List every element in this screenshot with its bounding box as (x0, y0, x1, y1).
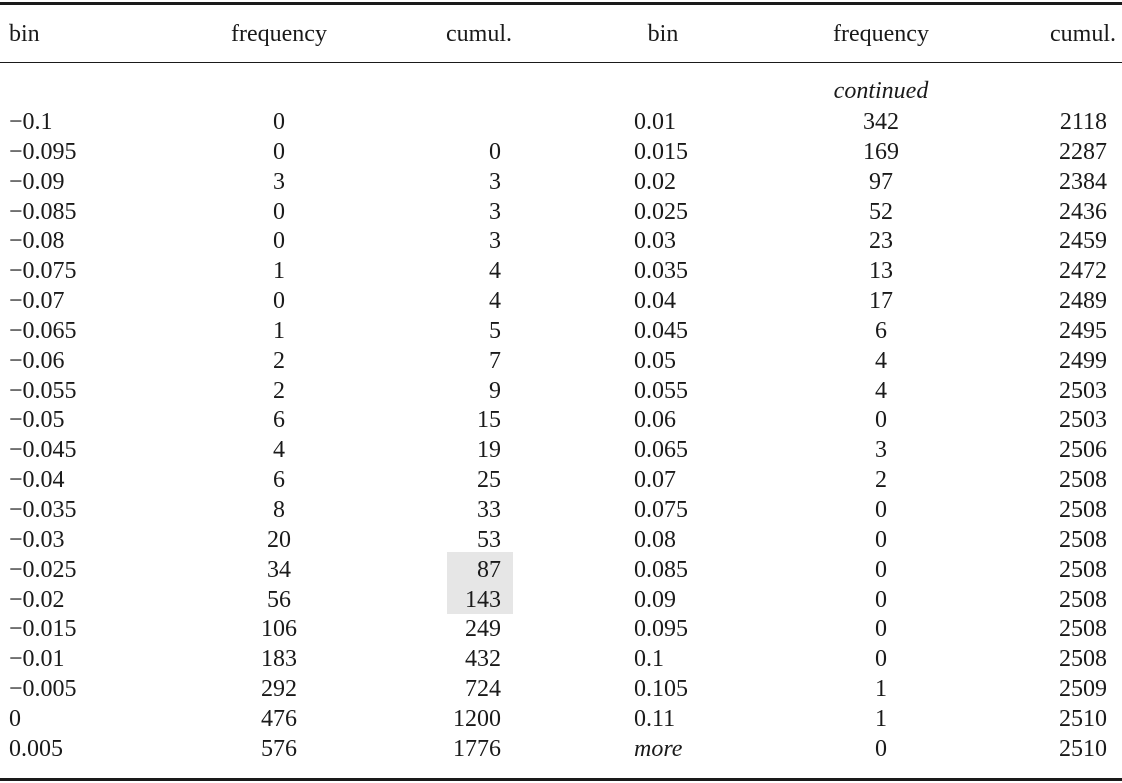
cell-frequency-right: 3 (875, 437, 887, 464)
cell-bin-right: 0.045 (634, 317, 688, 344)
cell-frequency-right: 0 (875, 526, 887, 553)
cell-cumul-left: 4 (489, 288, 501, 315)
cell-cumul-left: 15 (477, 407, 501, 434)
cell-cumul-left: 87 (477, 556, 501, 583)
cell-frequency-left: 6 (273, 467, 285, 494)
cell-bin-left: −0.04 (9, 467, 65, 494)
cell-frequency-right: 1 (875, 676, 887, 703)
cell-cumul-right: 2508 (1059, 586, 1107, 613)
cell-cumul-right: 2287 (1059, 138, 1107, 165)
cell-frequency-left: 6 (273, 407, 285, 434)
table-row (0, 107, 1122, 137)
table-row (0, 286, 1122, 316)
cell-frequency-left: 4 (273, 437, 285, 464)
cell-frequency-right: 13 (869, 258, 893, 285)
header-cumul-right: cumul. (1050, 21, 1116, 47)
cell-frequency-left: 576 (261, 735, 297, 762)
cell-frequency-right: 0 (875, 407, 887, 434)
cell-frequency-right: 0 (875, 735, 887, 762)
cell-frequency-left: 34 (267, 556, 291, 583)
cell-frequency-left: 476 (261, 705, 297, 732)
cell-cumul-left: 19 (477, 437, 501, 464)
cell-bin-left: −0.05 (9, 407, 65, 434)
cell-bin-left: −0.06 (9, 347, 65, 374)
cell-bin-left: −0.045 (9, 437, 77, 464)
header-frequency-right: frequency (833, 21, 929, 47)
cell-bin-right: 0.07 (634, 467, 676, 494)
cell-frequency-right: 1 (875, 705, 887, 732)
cell-cumul-right: 2508 (1059, 616, 1107, 643)
cell-bin-right: 0.06 (634, 407, 676, 434)
cell-frequency-right: 97 (869, 168, 893, 195)
cell-frequency-right: 0 (875, 496, 887, 523)
cell-bin-left: 0.005 (9, 735, 63, 762)
cell-bin-right: 0.095 (634, 616, 688, 643)
cell-frequency-right: 6 (875, 317, 887, 344)
cell-cumul-left: 3 (489, 168, 501, 195)
cell-cumul-left: 724 (465, 676, 501, 703)
cell-frequency-right: 23 (869, 228, 893, 255)
cell-cumul-right: 2510 (1059, 735, 1107, 762)
table-row (0, 226, 1122, 256)
cell-frequency-right: 0 (875, 616, 887, 643)
cell-bin-right: 0.01 (634, 109, 676, 135)
cell-bin-right: 0.035 (634, 258, 688, 285)
cell-frequency-right: 2 (875, 467, 887, 494)
cell-frequency-left: 292 (261, 676, 297, 703)
cell-bin-left: −0.015 (9, 616, 77, 643)
table-row (0, 376, 1122, 406)
cell-bin-right: 0.04 (634, 288, 676, 315)
cell-bin-right: 0.02 (634, 168, 676, 195)
cell-bin-right: more (634, 735, 683, 762)
cell-frequency-left: 56 (267, 586, 291, 613)
cell-cumul-right: 2384 (1059, 168, 1107, 195)
cell-bin-right: 0.1 (634, 646, 664, 673)
table-row (0, 555, 1122, 585)
cell-bin-left: 0 (9, 705, 21, 732)
cell-frequency-left: 0 (273, 198, 285, 225)
cell-cumul-left: 0 (489, 138, 501, 165)
cell-bin-left: −0.09 (9, 168, 65, 195)
table-row (0, 435, 1122, 465)
cell-frequency-left: 183 (261, 646, 297, 673)
cell-cumul-left: 5 (489, 317, 501, 344)
cell-bin-right: 0.09 (634, 586, 676, 613)
cell-frequency-right: 4 (875, 377, 887, 404)
table-row (0, 256, 1122, 286)
cell-frequency-left: 2 (273, 377, 285, 404)
cell-bin-right: 0.11 (634, 705, 676, 732)
table-row (0, 704, 1122, 734)
header-cumul-left: cumul. (446, 21, 512, 47)
cell-cumul-right: 2503 (1059, 377, 1107, 404)
cell-cumul-right: 2472 (1059, 258, 1107, 285)
cell-frequency-right: 17 (869, 288, 893, 315)
cell-bin-right: 0.055 (634, 377, 688, 404)
cell-cumul-right: 2509 (1059, 676, 1107, 703)
cell-cumul-left: 3 (489, 228, 501, 255)
cell-cumul-right: 2436 (1059, 198, 1107, 225)
cell-cumul-left: 3 (489, 198, 501, 225)
cell-cumul-left: 53 (477, 526, 501, 553)
cell-bin-left: −0.005 (9, 676, 77, 703)
cell-cumul-right: 2503 (1059, 407, 1107, 434)
cell-bin-right: 0.015 (634, 138, 688, 165)
table-row (0, 614, 1122, 644)
header-bin-right: bin (647, 21, 679, 47)
cell-bin-left: −0.01 (9, 646, 65, 673)
table-row (0, 644, 1122, 674)
cell-frequency-left: 20 (267, 526, 291, 553)
cell-cumul-left: 143 (465, 586, 501, 613)
cell-bin-right: 0.065 (634, 437, 688, 464)
cell-frequency-right: 342 (863, 109, 899, 135)
cell-cumul-right: 2508 (1059, 646, 1107, 673)
cell-cumul-right: 2508 (1059, 526, 1107, 553)
cell-frequency-left: 0 (273, 109, 285, 135)
table-bottom-rule (0, 778, 1122, 781)
cell-frequency-right: 52 (869, 198, 893, 225)
cell-bin-right: 0.03 (634, 228, 676, 255)
table-row (0, 137, 1122, 167)
cell-bin-left: −0.035 (9, 496, 77, 523)
cell-cumul-left: 4 (489, 258, 501, 285)
cell-frequency-left: 106 (261, 616, 297, 643)
cell-bin-left: −0.055 (9, 377, 77, 404)
cell-cumul-right: 2508 (1059, 496, 1107, 523)
cell-cumul-right: 2499 (1059, 347, 1107, 374)
table-row (0, 734, 1122, 764)
cell-bin-left: −0.03 (9, 526, 65, 553)
cell-frequency-left: 2 (273, 347, 285, 374)
table-top-rule (0, 2, 1122, 5)
cell-bin-right: 0.105 (634, 676, 688, 703)
cell-cumul-right: 2489 (1059, 288, 1107, 315)
cell-bin-right: 0.085 (634, 556, 688, 583)
table-row (0, 585, 1122, 615)
cell-cumul-right: 2510 (1059, 705, 1107, 732)
cell-bin-left: −0.065 (9, 317, 77, 344)
cell-cumul-left: 25 (477, 467, 501, 494)
cell-frequency-right: 0 (875, 646, 887, 673)
cell-bin-left: −0.02 (9, 586, 65, 613)
table-row (0, 465, 1122, 495)
table-row (0, 346, 1122, 376)
cell-cumul-left: 1200 (453, 705, 501, 732)
cell-bin-left: −0.085 (9, 198, 77, 225)
cell-cumul-right: 2508 (1059, 556, 1107, 583)
cell-cumul-left: 7 (489, 347, 501, 374)
cell-frequency-right: 169 (863, 138, 899, 165)
continued-label: continued (833, 78, 929, 104)
cell-frequency-left: 0 (273, 228, 285, 255)
header-frequency-left: frequency (231, 21, 327, 47)
cell-frequency-right: 4 (875, 347, 887, 374)
cell-cumul-left: 33 (477, 496, 501, 523)
cell-frequency-left: 1 (273, 317, 285, 344)
cell-frequency-left: 0 (273, 138, 285, 165)
header-rule (0, 62, 1122, 63)
cell-frequency-left: 1 (273, 258, 285, 285)
cell-frequency-right: 0 (875, 586, 887, 613)
cell-cumul-right: 2508 (1059, 467, 1107, 494)
cell-bin-left: −0.025 (9, 556, 77, 583)
cell-cumul-right: 2459 (1059, 228, 1107, 255)
cell-bin-right: 0.08 (634, 526, 676, 553)
cell-bin-left: −0.08 (9, 228, 65, 255)
table-row (0, 674, 1122, 704)
cell-cumul-left: 249 (465, 616, 501, 643)
cell-bin-left: −0.1 (9, 109, 53, 135)
cell-frequency-left: 0 (273, 288, 285, 315)
table-row (0, 495, 1122, 525)
cell-bin-right: 0.025 (634, 198, 688, 225)
cell-cumul-right: 2495 (1059, 317, 1107, 344)
cell-cumul-left: 9 (489, 377, 501, 404)
cell-cumul-right: 2118 (1059, 109, 1107, 135)
cell-cumul-left: 1776 (453, 735, 501, 762)
cell-bin-left: −0.075 (9, 258, 77, 285)
cell-bin-right: 0.05 (634, 347, 676, 374)
cell-cumul-left: 432 (465, 646, 501, 673)
header-bin-left: bin (9, 21, 40, 47)
cell-frequency-right: 0 (875, 556, 887, 583)
table-row (0, 167, 1122, 197)
cell-bin-right: 0.075 (634, 496, 688, 523)
table-row (0, 405, 1122, 435)
cell-bin-left: −0.07 (9, 288, 65, 315)
table-body (0, 107, 1122, 764)
cell-cumul-right: 2506 (1059, 437, 1107, 464)
cell-frequency-left: 3 (273, 168, 285, 195)
table-row (0, 316, 1122, 346)
cell-frequency-left: 8 (273, 496, 285, 523)
table-row (0, 525, 1122, 555)
cell-bin-left: −0.095 (9, 138, 77, 165)
table-row (0, 197, 1122, 227)
